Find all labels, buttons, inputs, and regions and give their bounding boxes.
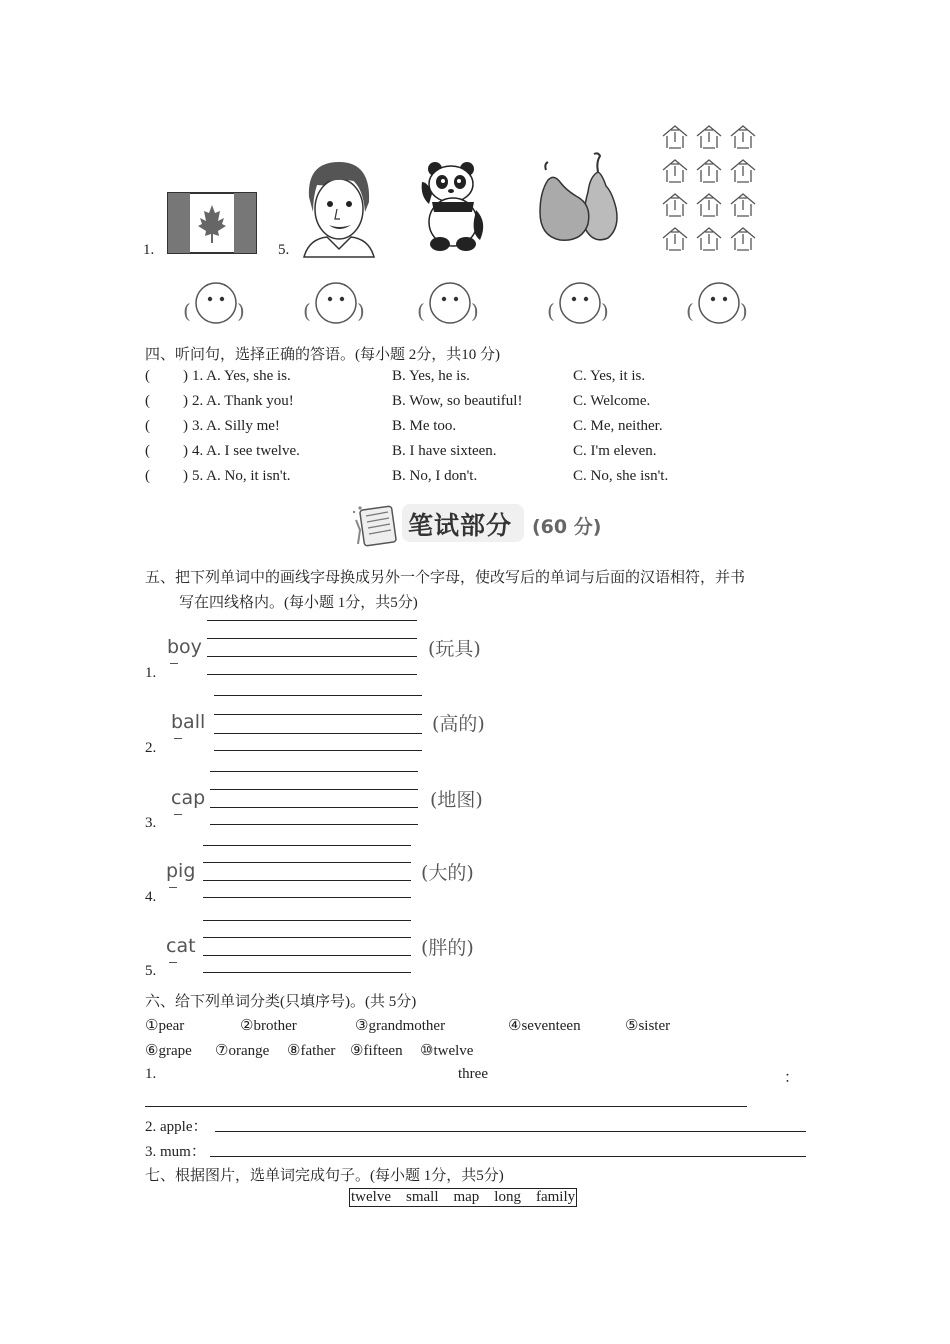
section-6-title: 六、给下列单词分类(只填序号)。(共 5分): [145, 994, 417, 1010]
banner-title-text: 笔试部分: [408, 511, 513, 540]
writing-line[interactable]: [203, 937, 411, 938]
banner-score: (60 分): [532, 516, 602, 538]
svg-text:(: (: [547, 299, 555, 323]
option-b: B. I have sixteen.: [392, 443, 497, 459]
writing-line: [207, 674, 417, 675]
writing-line: [203, 972, 411, 973]
writing-line: [214, 695, 422, 696]
section-7-title: 七、根据图片，选单词完成句子。(每小题 1分，共5分): [145, 1168, 504, 1184]
word-item: ⑤sister: [625, 1018, 671, 1034]
notebook-icon: [352, 500, 402, 550]
chinese-hint: (胖的): [421, 937, 474, 959]
q1-number: 1.: [145, 1066, 157, 1082]
option-a: 2. A. Thank you!: [192, 393, 294, 409]
option-b: B. Wow, so beautiful!: [392, 393, 523, 409]
writing-line: [210, 771, 418, 772]
svg-text:): ): [471, 299, 479, 323]
underlined-letter-mark: [169, 962, 177, 963]
writing-line[interactable]: [203, 880, 411, 881]
chinese-hint: (大的): [421, 862, 474, 884]
word-item: ⑧father: [287, 1043, 336, 1059]
item-number: 2.: [145, 740, 157, 756]
writing-line[interactable]: [214, 714, 422, 715]
canada-flag-image: [168, 193, 256, 253]
writing-line: [203, 920, 411, 921]
panda-image: [418, 160, 488, 252]
man-portrait-image: [299, 157, 377, 257]
answer-blank[interactable]: [153, 368, 179, 386]
answer-paren-open: (: [145, 443, 150, 459]
underlined-letter-mark: [169, 887, 177, 888]
answer-face-1[interactable]: [183, 280, 245, 326]
answer-paren-close: ): [183, 418, 188, 434]
option-b: B. Yes, he is.: [392, 368, 470, 384]
answer-paren-close: ): [183, 468, 188, 484]
answer-blank[interactable]: [153, 468, 179, 486]
svg-text:(: (: [303, 299, 311, 323]
option-b: B. Me too.: [392, 418, 457, 434]
picture-1-number: 1.: [143, 242, 155, 258]
option-a: 4. A. I see twelve.: [192, 443, 300, 459]
option-c: C. Yes, it is.: [573, 368, 646, 384]
picture-5-number: 5.: [278, 242, 290, 258]
answer-blank[interactable]: [153, 443, 179, 461]
answer-paren-open: (: [145, 418, 150, 434]
section-4-title: 四、听问句，选择正确的答语。(每小题 2分，共10 分): [145, 347, 500, 363]
svg-text:): ): [740, 299, 748, 323]
word-item: ⑨fifteen: [350, 1043, 403, 1059]
word-bank-box: twelve small map long family: [351, 1189, 576, 1205]
option-c: C. No, she isn't.: [573, 468, 669, 484]
answer-paren-close: ): [183, 443, 188, 459]
item-number: 3.: [145, 815, 157, 831]
option-b: B. No, I don't.: [392, 468, 478, 484]
source-word: pig: [166, 860, 196, 882]
answer-paren-open: (: [145, 393, 150, 409]
underlined-letter-mark: [170, 663, 178, 664]
writing-line: [210, 824, 418, 825]
pears-image: [536, 152, 620, 244]
answer-blank[interactable]: [153, 393, 179, 411]
q3-answer-line[interactable]: [210, 1156, 806, 1157]
svg-text:): ): [357, 299, 365, 323]
writing-line[interactable]: [207, 656, 417, 657]
section-5-title-line1: 五、把下列单词中的画线字母换成另外一个字母，使改写后的单词与后面的汉语相符，并书: [145, 570, 746, 586]
option-c: C. Welcome.: [573, 393, 651, 409]
writing-line[interactable]: [214, 733, 422, 734]
writing-line[interactable]: [207, 638, 417, 639]
item-number: 1.: [145, 665, 157, 681]
source-word: cat: [166, 935, 196, 957]
chinese-hint: (地图): [430, 789, 483, 811]
writing-line: [203, 897, 411, 898]
word-item: ⑥grape: [145, 1043, 192, 1059]
underlined-letter-mark: [174, 814, 182, 815]
svg-text:(: (: [183, 299, 191, 323]
q2-label: 2. apple：: [145, 1119, 208, 1135]
item-number: 5.: [145, 963, 157, 979]
answer-face-5[interactable]: [686, 280, 748, 326]
answer-paren-open: (: [145, 368, 150, 384]
answer-paren-open: (: [145, 468, 150, 484]
answer-face-3[interactable]: [417, 280, 479, 326]
writing-line[interactable]: [203, 862, 411, 863]
q1-answer-line[interactable]: [145, 1106, 747, 1107]
svg-text:(: (: [417, 299, 425, 323]
writing-line[interactable]: [210, 807, 418, 808]
chinese-hint: (玩具): [428, 638, 481, 660]
chinese-hint: (高的): [432, 713, 485, 735]
writing-line: [214, 750, 422, 751]
source-word: cap: [171, 787, 206, 809]
answer-face-4[interactable]: [547, 280, 609, 326]
writing-line[interactable]: [203, 955, 411, 956]
section-5-title-line2: 写在四线格内。(每小题 1分，共5分): [179, 595, 418, 611]
writing-line[interactable]: [210, 789, 418, 790]
q3-label: 3. mum：: [145, 1144, 206, 1160]
word-item: ②brother: [240, 1018, 297, 1034]
option-a: 5. A. No, it isn't.: [192, 468, 291, 484]
source-word: ball: [171, 711, 206, 733]
item-number: 4.: [145, 889, 157, 905]
option-c: C. Me, neither.: [573, 418, 663, 434]
svg-text:): ): [237, 299, 245, 323]
underlined-letter-mark: [174, 738, 182, 739]
answer-blank[interactable]: [153, 418, 179, 436]
option-a: 3. A. Silly me!: [192, 418, 280, 434]
word-item: ④seventeen: [508, 1018, 581, 1034]
word-item: ⑦orange: [215, 1043, 270, 1059]
word-item: ⑩twelve: [420, 1043, 474, 1059]
writing-line: [203, 845, 411, 846]
svg-text:): ): [601, 299, 609, 323]
answer-paren-close: ): [183, 393, 188, 409]
writing-line: [207, 620, 417, 621]
word-item: ③grandmother: [355, 1018, 446, 1034]
q1-word: three: [458, 1066, 488, 1082]
source-word: boy: [167, 636, 202, 658]
option-c: C. I'm eleven.: [573, 443, 657, 459]
option-a: 1. A. Yes, she is.: [192, 368, 291, 384]
q2-answer-line[interactable]: [215, 1131, 806, 1132]
svg-text:(: (: [686, 299, 694, 323]
q1-colon: ：: [784, 1070, 800, 1086]
word-item: ①pear: [145, 1018, 185, 1034]
answer-face-2[interactable]: [303, 280, 365, 326]
answer-paren-close: ): [183, 368, 188, 384]
figure-grid-image: [657, 122, 765, 254]
